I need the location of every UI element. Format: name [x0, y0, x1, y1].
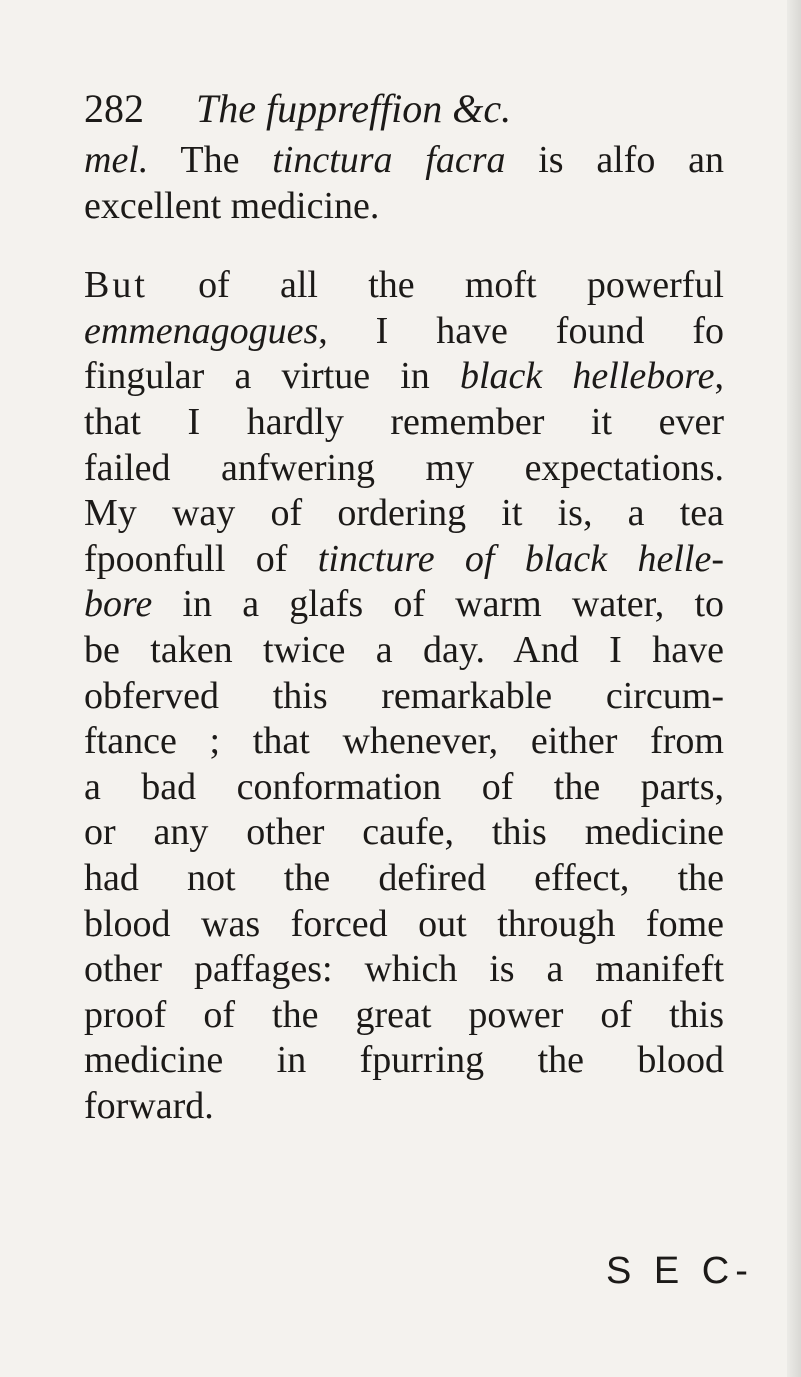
text-line: [84, 719, 724, 765]
paragraph-gap: [84, 229, 724, 263]
page-header: [84, 84, 724, 134]
text-line: [84, 947, 724, 993]
text-line: [84, 1038, 724, 1084]
text-line: [84, 1084, 724, 1130]
text-run: or any other caufe, this medicine: [84, 811, 724, 854]
text-line: [84, 856, 724, 902]
text-line: [84, 810, 724, 856]
text-run: , I have found fo: [318, 309, 724, 352]
paragraph-1: [84, 138, 724, 229]
paragraph-2: [84, 263, 724, 1129]
text-run: that I hardly remember it ever: [84, 400, 724, 443]
text-run: ,: [714, 355, 724, 398]
text-line: [84, 400, 724, 446]
text-line: [84, 628, 724, 674]
text-run: proof of the great power of this: [84, 993, 724, 1036]
body-text: [84, 138, 724, 1129]
text-run: forward.: [84, 1084, 214, 1127]
text-line: [84, 902, 724, 948]
text-line: [84, 537, 724, 583]
text-run: The: [148, 139, 273, 181]
text-line: [84, 138, 724, 184]
text-line: [84, 582, 724, 628]
text-run: My way of ordering it is, a tea: [84, 492, 724, 535]
text-run: blood was forced out through fome: [84, 902, 724, 945]
text-line: [84, 309, 724, 355]
running-title: The fuppreffion &c.: [196, 86, 512, 131]
text-run: failed anfwering my expectations.: [84, 446, 724, 489]
text-line: [84, 354, 724, 400]
page-number: 282: [84, 86, 144, 131]
text-line: [84, 263, 724, 309]
italic-text: bore: [84, 583, 153, 626]
text-line: [84, 765, 724, 811]
text-run: a bad conformation of the parts,: [84, 765, 724, 808]
text-run: medicine in fpurring the blood: [84, 1039, 724, 1082]
text-run: fingular a virtue in: [84, 355, 460, 398]
small-caps-text: But: [84, 264, 148, 307]
text-run: excellent medicine.: [84, 184, 380, 227]
text-run: ftance ; that whenever, either from: [84, 720, 724, 763]
catchword: S E C-: [606, 1250, 754, 1292]
text-line: [84, 674, 724, 720]
italic-text: black hellebore: [459, 355, 715, 398]
text-run: other paffages: which is a manifeft: [84, 948, 724, 991]
text-run: fpoonfull of: [84, 537, 318, 580]
text-line: [84, 491, 724, 537]
text-line: [84, 993, 724, 1039]
text-run: had not the defired effect, the: [84, 856, 724, 899]
text-run: is alfo an: [505, 139, 724, 181]
italic-text: tinctura facra: [272, 139, 506, 181]
text-line: [84, 184, 724, 230]
italic-text: emmenagogues: [84, 309, 319, 352]
text-run: of all the moft powerful: [147, 264, 724, 307]
text-line: [84, 446, 724, 492]
text-run: be taken twice a day. And I have: [84, 628, 724, 671]
page-edge: [787, 0, 801, 1377]
text-run: obferved this remarkable circum-: [84, 674, 724, 717]
italic-text: mel.: [84, 139, 149, 181]
italic-text: tincture of black helle-: [317, 537, 724, 580]
text-run: in a glafs of warm water, to: [152, 583, 724, 626]
